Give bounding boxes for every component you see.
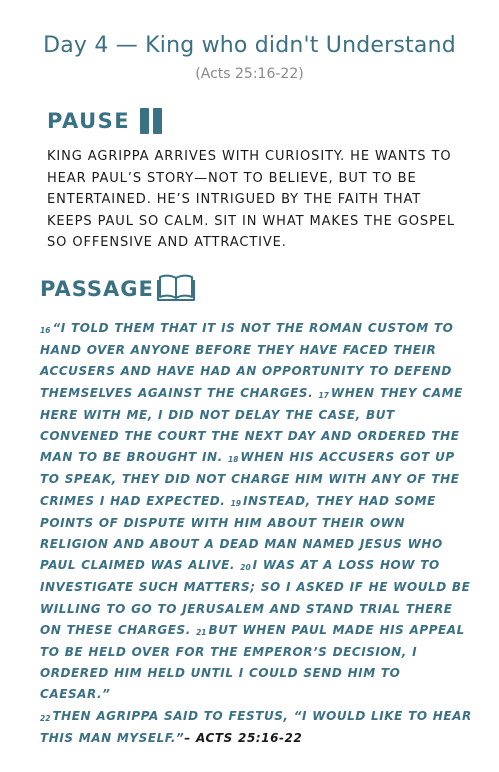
pause-heading-label: PAUSE [47, 109, 131, 133]
verse-number: 17 [318, 390, 329, 400]
verse-number: 20 [240, 563, 251, 573]
verse-number: 18 [227, 455, 239, 465]
verse-text: I WAS AT A LOSS HOW TO INVESTIGATE SUCH MATTERS; SO I ASKED IF HE WOULD BE WILLING TO GO TO JERUSALEM AND STAND TRIAL THERE ON THESE CHARGES. [40, 558, 471, 637]
pause-section-heading [47, 104, 162, 138]
verse-text: THEN AGRIPPA SAID TO FESTUS, “I WOULD LIKE TO HEAR THIS MAN MYSELF.” [40, 708, 472, 745]
verse-text: BUT WHEN PAUL MADE HIS APPEAL TO BE HELD OVER FOR THE EMPEROR’S DECISION, I ORDERED HIM HELD UNTIL I COULD SEND HIM TO CAESAR.” [40, 622, 465, 702]
verse-text: WHEN THEY CAME HERE WITH ME, I DID NOT DELAY THE CASE, BUT CONVENED THE COURT THE NEXT DAY AND ORDERED THE MAN TO BE BROUGHT IN. [40, 385, 463, 465]
verse-number: 21 [196, 627, 207, 637]
page-title: Day 4 — King who didn't Understand [43, 33, 456, 58]
pause-icon [140, 108, 162, 134]
verse-number: 19 [230, 498, 242, 508]
passage-citation: – ACTS 25:16-22 [184, 730, 303, 745]
open-book-icon [157, 272, 195, 307]
verse-number: 16 [40, 326, 51, 335]
scripture-reference: (Acts 25:16-22) [195, 66, 304, 82]
verse-number: 22 [40, 713, 51, 723]
passage-text [40, 318, 472, 749]
passage-section-heading [40, 272, 195, 306]
verse-text: INSTEAD, THEY HAD SOME POINTS OF DISPUTE WITH HIM ABOUT THEIR OWN RELIGION AND ABOUT A DEAD MAN NAMED JESUS WHO PAUL CLAIMED WAS ALIVE. [40, 493, 443, 573]
pause-reflection-text: KING AGRIPPA ARRIVES WITH CURIOSITY. HE WANTS TO HEAR PAUL’S STORY—NOT TO BELIEVE, BUT TO BE ENTERTAINED. HE’S INTRIGUED BY THE FAITH THAT KEEPS PAUL SO CALM. SIT IN WHAT MAKES THE GOSPEL SO OFFENSIVE AND ATTRACTIVE. [47, 149, 456, 250]
passage-heading-label: PASSAGE [40, 277, 154, 301]
verse-text: WHEN HIS ACCUSERS GOT UP TO SPEAK, THEY DID NOT CHARGE HIM WITH ANY OF THE CRIMES I HAD EXPECTED. [40, 450, 460, 508]
verse-text: “I TOLD THEM THAT IT IS NOT THE ROMAN CUSTOM TO HAND OVER ANYONE BEFORE THEY HAVE FACED THEIR ACCUSERS AND HAVE HAD AN OPPORTUNITY TO DEFEND THEMSELVES AGAINST THE CHARGES. [40, 321, 454, 400]
